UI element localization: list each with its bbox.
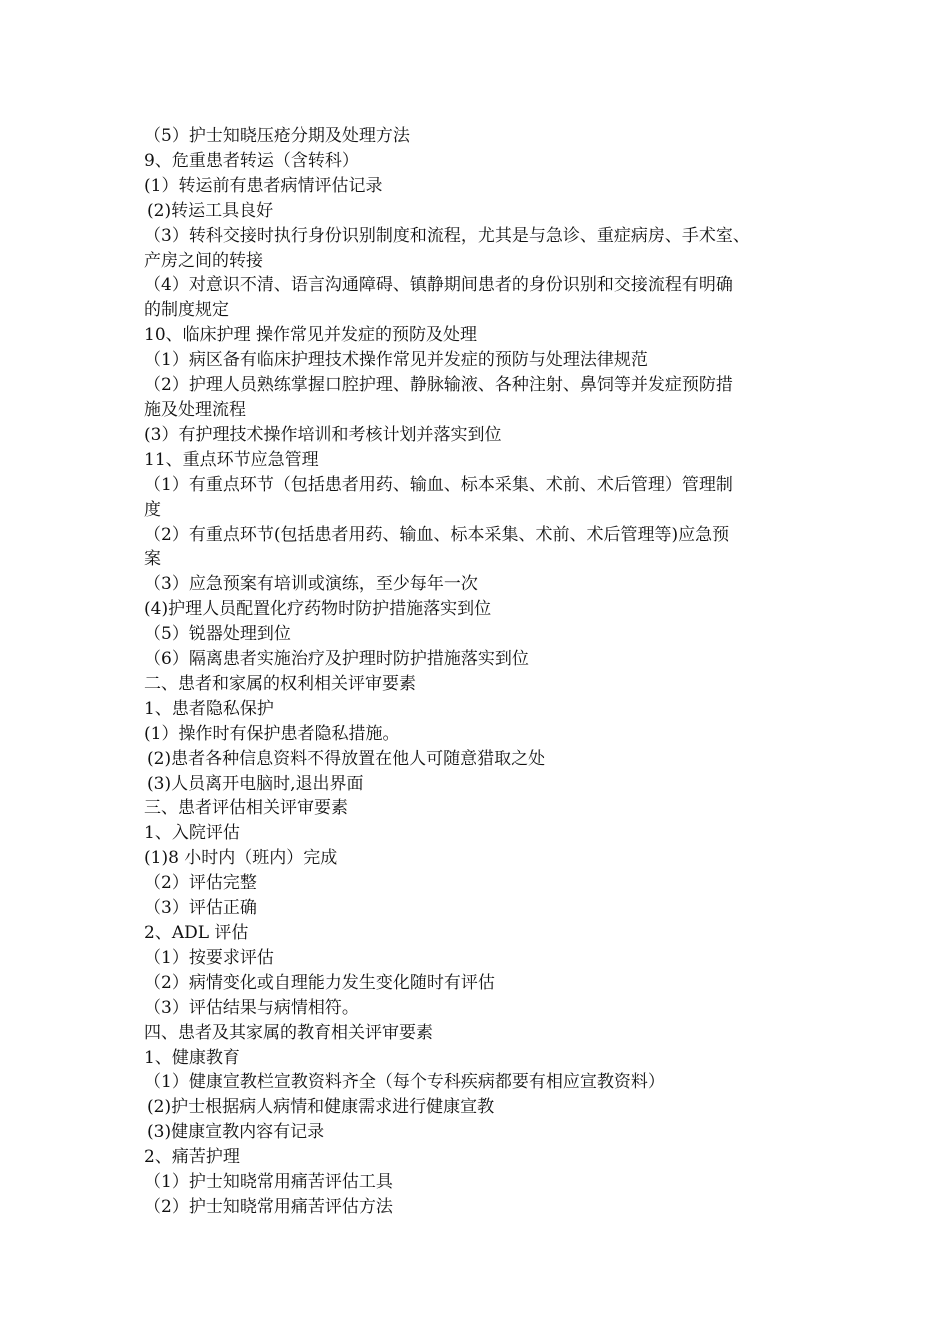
text-line: （2）病情变化或自理能力发生变化随时有评估 [144, 972, 495, 993]
text-line: （3）应急预案有培训或演练，至少每年一次 [144, 574, 478, 595]
text-line: （1）健康宣教栏宣教资料齐全（每个专科疾病都要有相应宣教资料） [144, 1072, 665, 1093]
section-heading: 2、ADL 评估 [144, 923, 249, 943]
text-line: （2）有重点环节(包括患者用药、输血、标本采集、术前、术后管理等)应急预 [144, 524, 730, 545]
text-line: (3)健康宣教内容有记录 [147, 1122, 325, 1143]
text-line: （6）隔离患者实施治疗及护理时防护措施落实到位 [144, 649, 529, 670]
text-line: （3）转科交接时执行身份识别制度和流程，尤其是与急诊、重症病房、手术室、 [144, 225, 750, 246]
section-heading: 1、健康教育 [144, 1047, 240, 1068]
text-line: （2）护理人员熟练掌握口腔护理、静脉输液、各种注射、鼻饲等并发症预防措 [144, 375, 733, 396]
section-heading: 9、危重患者转运（含转科） [144, 150, 359, 171]
text-line: （4）对意识不清、语言沟通障碍、镇静期间患者的身份识别和交接流程有明确 [144, 275, 733, 296]
text-line: (2)护士根据病人病情和健康需求进行健康宣教 [147, 1097, 495, 1118]
text-line: （1）护士知晓常用痛苦评估工具 [144, 1172, 393, 1193]
text-line: （1）按要求评估 [144, 947, 274, 968]
section-heading: 11、重点环节应急管理 [144, 449, 319, 470]
text-line: 施及处理流程 [144, 399, 246, 420]
text-line: 产房之间的转接 [144, 250, 263, 271]
text-line: （2）护士知晓常用痛苦评估方法 [144, 1196, 393, 1217]
text-line: (3）有护理技术操作培训和考核计划并落实到位 [144, 424, 502, 445]
chapter-heading: 二、患者和家属的权利相关评审要素 [144, 673, 416, 694]
text-line: (4)护理人员配置化疗药物时防护措施落实到位 [144, 599, 492, 620]
section-heading: 1、入院评估 [144, 823, 240, 844]
text-line: （2）评估完整 [144, 873, 257, 894]
text-line: （1）病区备有临床护理技术操作常见并发症的预防与处理法律规范 [144, 350, 648, 371]
chapter-heading: 三、患者评估相关评审要素 [144, 798, 348, 819]
text-line: (2)患者各种信息资料不得放置在他人可随意猎取之处 [147, 748, 546, 769]
chapter-heading: 四、患者及其家属的教育相关评审要素 [144, 1022, 433, 1043]
text-line: (3)人员离开电脑时,退出界面 [147, 773, 364, 794]
section-heading: 1、患者隐私保护 [144, 698, 274, 719]
text-line: （3）评估结果与病情相符。 [144, 997, 359, 1018]
section-heading: 10、临床护理 操作常见并发症的预防及处理 [144, 325, 478, 346]
text-line: (1）操作时有保护患者隐私措施。 [144, 723, 400, 744]
text-line: （1）有重点环节（包括患者用药、输血、标本采集、术前、术后管理）管理制 [144, 474, 733, 495]
text-line: （5）锐器处理到位 [144, 624, 291, 645]
text-line: （5）护士知晓压疮分期及处理方法 [144, 126, 410, 146]
text-line: (1)8 小时内（班内）完成 [144, 848, 338, 869]
section-heading: 2、痛苦护理 [144, 1147, 240, 1168]
text-line: 度 [144, 499, 161, 520]
text-line: (2)转运工具良好 [147, 200, 274, 221]
text-line: （3）评估正确 [144, 898, 257, 919]
text-line: (1）转运前有患者病情评估记录 [144, 175, 383, 196]
text-line: 的制度规定 [144, 300, 229, 321]
text-line: 案 [144, 549, 161, 570]
